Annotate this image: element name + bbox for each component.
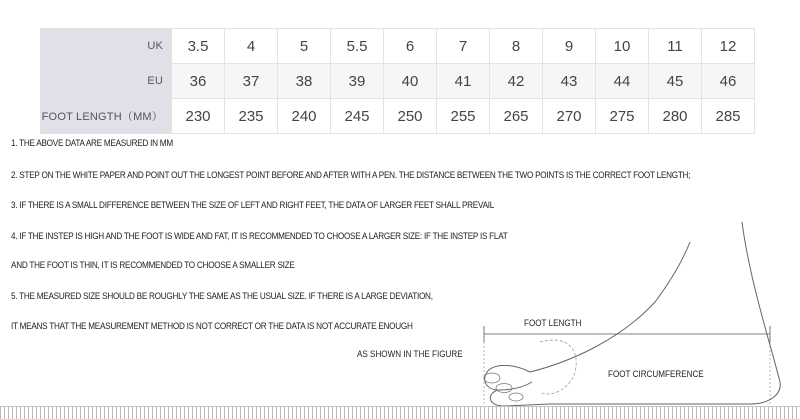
ruler-strip xyxy=(0,406,800,419)
size-cell: 12 xyxy=(702,29,755,64)
size-cell: 275 xyxy=(596,99,649,134)
size-row xyxy=(41,29,755,64)
figure-caption: AS SHOWN IN THE FIGURE xyxy=(357,349,463,359)
size-cell: 235 xyxy=(225,99,278,134)
note-line: 3. IF THERE IS A SMALL DIFFERENCE BETWEEN THE SIZE OF LEFT AND RIGHT FEET, THE DATA OF LARGER FEET SHALL PREVAIL xyxy=(11,200,495,211)
size-cell: 44 xyxy=(596,64,649,99)
size-cell: 230 xyxy=(172,99,225,134)
note-line: 1. THE ABOVE DATA ARE MEASURED IN MM xyxy=(11,138,173,149)
size-cell: 37 xyxy=(225,64,278,99)
size-cell: 3.5 xyxy=(172,29,225,64)
size-cell: 46 xyxy=(702,64,755,99)
size-cell: 280 xyxy=(649,99,702,134)
size-cell: 11 xyxy=(649,29,702,64)
size-cell: 255 xyxy=(437,99,490,134)
note-line: AND THE FOOT IS THIN, IT IS RECOMMENDED TO CHOOSE A SMALLER SIZE xyxy=(11,260,295,271)
size-cell: 6 xyxy=(384,29,437,64)
size-cell: 45 xyxy=(649,64,702,99)
size-row-label: EU xyxy=(41,64,172,99)
foot-length-label: FOOT LENGTH xyxy=(524,318,582,328)
toes xyxy=(485,365,550,406)
size-cell: 245 xyxy=(331,99,384,134)
note-line: 5. THE MEASURED SIZE SHOULD BE ROUGHLY THE SAME AS THE USUAL SIZE. IF THERE IS A LARGE DEVIATION, xyxy=(11,291,433,302)
size-cell: 38 xyxy=(278,64,331,99)
size-cell: 4 xyxy=(225,29,278,64)
foot-circumference-arc xyxy=(540,340,576,394)
size-cell: 270 xyxy=(543,99,596,134)
note-line: 2. STEP ON THE WHITE PAPER AND POINT OUT THE LONGEST POINT BEFORE AND AFTER WITH A PEN. THE DISTANCE BETWEEN THE TWO POINTS IS THE CORRECT FOOT LENGTH; xyxy=(11,170,691,181)
size-cell: 285 xyxy=(702,99,755,134)
size-cell: 8 xyxy=(490,29,543,64)
size-cell: 5.5 xyxy=(331,29,384,64)
size-cell: 7 xyxy=(437,29,490,64)
size-cell: 43 xyxy=(543,64,596,99)
size-cell: 250 xyxy=(384,99,437,134)
note-line: 4. IF THE INSTEP IS HIGH AND THE FOOT IS WIDE AND FAT, IT IS RECOMMENDED TO CHOOSE A LARGER SIZE: IF THE INSTEP IS FLAT xyxy=(11,231,508,242)
size-row xyxy=(41,64,755,99)
size-cell: 39 xyxy=(331,64,384,99)
size-cell: 10 xyxy=(596,29,649,64)
size-cell: 42 xyxy=(490,64,543,99)
size-row-label: UK xyxy=(41,29,172,64)
foot-measurement-figure xyxy=(470,222,790,412)
size-chart-table xyxy=(40,28,755,134)
size-cell: 265 xyxy=(490,99,543,134)
size-cell: 9 xyxy=(543,29,596,64)
foot-circumference-label: FOOT CIRCUMFERENCE xyxy=(608,369,704,379)
size-row xyxy=(41,99,755,134)
size-cell: 41 xyxy=(437,64,490,99)
size-cell: 5 xyxy=(278,29,331,64)
size-cell: 240 xyxy=(278,99,331,134)
size-cell: 36 xyxy=(172,64,225,99)
size-cell: 40 xyxy=(384,64,437,99)
size-row-label: FOOT LENGTH（MM） xyxy=(41,99,172,134)
note-line: IT MEANS THAT THE MEASUREMENT METHOD IS NOT CORRECT OR THE DATA IS NOT ACCURATE ENOUGH xyxy=(11,321,413,332)
